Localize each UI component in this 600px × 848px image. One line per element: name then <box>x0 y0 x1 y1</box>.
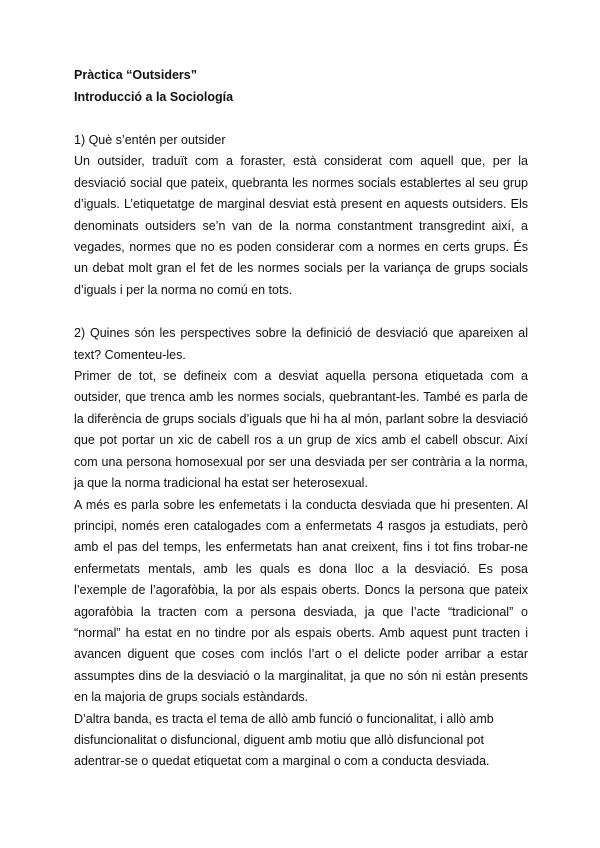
answer-2-paragraph-2: A més es parla sobre les enfemetats i la conducta desviada que hi presenten. Al principi, només eren catalogades com a enfermetats 4 rasgos ja estudiats, però amb el pas del temps, les enfermetats han anat creixent, fins i tot fins trobar-ne enfermetats mentals, amb les quals es dona lloc a la desviació. Es posa l’exemple de l’agorafòbia, la por als espais oberts. Doncs la persona que pateix agorafòbia la tracten com a persona desviada, ja que l’acte “tradicional” o “normal” ha estat en no tindre por als espais oberts. Amb aquest punt tracten i avancen diguent que coses com inclós l’art o el delicte poder arribar a estar assumptes dins de la desviació o la marginalitat, ja que no són ni estàn presents en la majoria de grups socials estàndards. <box>74 497 528 705</box>
question-2: 2) Quines són les perspectives sobre la definició de desviació que apareixen al text? Comenteu-les. <box>74 326 528 362</box>
answer-1-paragraph: Un outsider, traduït com a foraster, està considerat com aquell que, per la desviació social que pateix, quebranta les normes socials establertes al seu grup d’iguals. L’etiquetatge de marginal desviat està present en aquests outsiders. Els denominats outsiders se’n van de la norma constantment transgredint així, a vegades, normes que no es poden considerar com a normes en certs grups. És un debat molt gran el fet de les normes socials per la variança de grups socials d’iguals i per la norma no comú en tots. <box>74 154 528 297</box>
document-subtitle: Introducció a la Sociología <box>74 90 234 104</box>
blank-line <box>74 301 528 323</box>
answer-2-paragraph-1: Primer de tot, se defineix com a desviat aquella persona etiquetada com a outsider, que trenca amb les normes socials, quebrantant-les. També es parla de la diferència de grups socials d’iguals que hi ha al món, parlant sobre la desviació que pot portar un xic de cabell ros a un grup de xics amb el cabell obscur. Així com una persona homosexual por ser una desviada per ser contrària a la norma, ja que la norma tradicional ha estat ser heterosexual. <box>74 369 528 491</box>
document-page <box>74 64 528 773</box>
document-title: Pràctica “Outsiders” <box>74 68 197 82</box>
answer-2-paragraph-3: D’altra banda, es tracta el tema de allò amb funció o funcionalitat, i allò amb disfuncionalitat o disfuncional, diguent amb motiu que allò disfuncional pot adentrar-se o quedat etiquetat com a marginal o com a conducta desviada. <box>74 711 494 769</box>
question-1: 1) Què s’entén per outsider <box>74 133 226 147</box>
blank-line <box>74 108 528 130</box>
